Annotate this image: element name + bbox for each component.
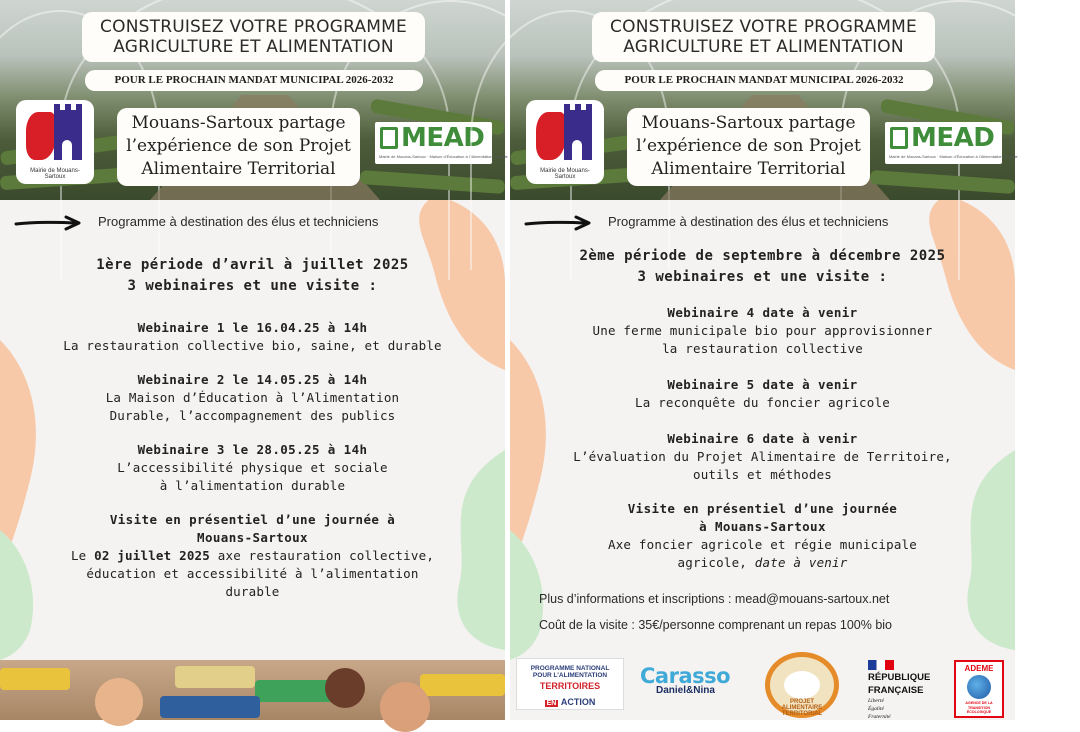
mairie-logo xyxy=(526,100,604,184)
webinar-4-description-line-2: la restauration collective xyxy=(662,341,863,356)
title-box xyxy=(82,12,425,62)
visit-description-line-2: éducation et accessibilité à l’alimentation xyxy=(86,566,419,581)
project-name-box xyxy=(627,108,870,186)
visit-period-1 xyxy=(0,511,505,601)
french-flag-icon xyxy=(868,660,894,670)
pna-logo: PROGRAMME NATIONAL POUR L’ALIMENTATION TERRITOIRES EN ACTION xyxy=(516,658,624,710)
visit-description-line-2: agricole, date à venir xyxy=(677,555,848,570)
mairie-caption: Mairie de Mouans-Sartoux xyxy=(540,168,590,180)
webinar-4-heading: Webinaire 4 date à venir xyxy=(667,305,858,320)
mairie-logo xyxy=(16,100,94,184)
visit-heading-line-1: Visite en présentiel d’une journée xyxy=(627,501,898,516)
subtitle-banner: POUR LE PROCHAIN MANDAT MUNICIPAL 2026-2032 xyxy=(595,70,933,91)
mairie-caption: Mairie de Mouans-Sartoux xyxy=(30,168,80,180)
visit-description-line-1: Axe foncier agricole et régie municipale xyxy=(607,537,918,552)
mead-logo xyxy=(885,122,1018,164)
mead-caption: Mairie de Mouans-Sartoux · Maison d’Éducation à l’Alimentation Durable xyxy=(889,154,1018,159)
pat-logo: PROJET ALIMENTAIRE TERRITORIAL xyxy=(765,652,839,718)
webinar-4-description-line-1: Une ferme municipale bio pour approvisionner xyxy=(592,323,933,338)
title-line-2: AGRICULTURE ET ALIMENTATION xyxy=(113,37,394,57)
period-heading-line-1: 1ère période d’avril à juillet 2025 xyxy=(96,257,409,273)
webinar-3-description-line-1: L’accessibilité physique et sociale xyxy=(117,460,388,475)
title-line-1: CONSTRUISEZ VOTRE PROGRAMME xyxy=(610,17,917,37)
project-name-line-1: Mouans-Sartoux partage xyxy=(131,113,346,133)
project-name-line-3: Alimentaire Territorial xyxy=(651,159,846,179)
visit-heading-line-2: à Mouans-Sartoux xyxy=(699,519,826,534)
webinar-6-description-line-2: outils et méthodes xyxy=(692,467,833,482)
visit-heading-line-1: Visite en présentiel d’une journée à xyxy=(109,512,396,527)
webinar-2-heading: Webinaire 2 le 14.05.25 à 14h xyxy=(137,372,368,387)
project-name-line-2: l’expérience de son Projet xyxy=(126,136,351,156)
webinar-6-description-line-1: L’évaluation du Projet Alimentaire de Territoire, xyxy=(573,449,952,464)
mead-house-icon xyxy=(380,127,398,149)
webinar-3-description-line-2: à l’alimentation durable xyxy=(159,478,346,493)
webinar-2-description-line-1: La Maison d’Éducation à l’Alimentation xyxy=(105,390,400,405)
ademe-logo: ADEME AGENCE DE LA TRANSITION ÉCOLOGIQUE xyxy=(954,660,1004,718)
webinar-1-description: La restauration collective bio, saine, et durable xyxy=(63,338,442,353)
plate-icon xyxy=(784,671,820,699)
webinar-6-heading: Webinaire 6 date à venir xyxy=(667,431,858,446)
webinar-3-heading: Webinaire 3 le 28.05.25 à 14h xyxy=(137,442,368,457)
audience-text: Programme à destination des élus et techniciens xyxy=(608,214,889,229)
globe-icon xyxy=(967,675,991,699)
webinar-2-description-line-2: Durable, l’accompagnement des publics xyxy=(109,408,396,423)
carasso-logo: Carasso Daniel&Nina xyxy=(640,664,731,696)
webinar-3 xyxy=(0,441,505,495)
visit-date-pending: date à venir xyxy=(754,555,848,570)
schedule-period-1 xyxy=(0,255,505,601)
mead-caption: Mairie de Mouans-Sartoux · Maison d’Éducation à l’Alimentation Durable xyxy=(379,154,508,159)
schedule-period-2 xyxy=(510,246,1015,572)
webinar-5-description: La reconquête du foncier agricole xyxy=(635,395,890,410)
visit-heading-line-2: Mouans-Sartoux xyxy=(197,530,308,545)
webinar-1-heading: Webinaire 1 le 16.04.25 à 14h xyxy=(137,320,368,335)
project-name-box xyxy=(117,108,360,186)
flyer-left-panel xyxy=(0,0,508,720)
flyer-right-panel xyxy=(510,0,1018,720)
arrow-right-icon xyxy=(524,216,592,230)
audience-text: Programme à destination des élus et techniciens xyxy=(98,214,379,229)
republique-francaise-logo: RÉPUBLIQUE FRANÇAISE Liberté Égalité Fraternité xyxy=(868,660,940,716)
mead-house-icon xyxy=(890,127,908,149)
mead-wordmark: MEAD xyxy=(911,123,995,153)
webinar-1 xyxy=(0,319,505,355)
project-name-line-3: Alimentaire Territorial xyxy=(141,159,336,179)
info-contact: Plus d’informations et inscriptions : mead@mouans-sartoux.net xyxy=(539,592,890,606)
lion-emblem-icon xyxy=(536,112,566,160)
subtitle-banner: POUR LE PROCHAIN MANDAT MUNICIPAL 2026-2032 xyxy=(85,70,423,91)
mead-wordmark: MEAD xyxy=(401,123,485,153)
title-box xyxy=(592,12,935,62)
visit-period-2 xyxy=(510,500,1015,572)
period-heading-line-1: 2ème période de septembre à décembre 2025 xyxy=(579,248,946,264)
title-line-1: CONSTRUISEZ VOTRE PROGRAMME xyxy=(100,17,407,37)
period-heading-line-2: 3 webinaires et une visite : xyxy=(127,278,378,294)
lion-emblem-icon xyxy=(26,112,56,160)
visit-date: 02 juillet 2025 xyxy=(94,548,211,563)
visit-description-line-1: Le 02 juillet 2025 axe restauration collective, xyxy=(70,548,435,563)
webinar-4 xyxy=(510,304,1015,358)
project-name-line-1: Mouans-Sartoux partage xyxy=(641,113,856,133)
partner-logos-strip xyxy=(510,650,1015,720)
project-name-line-2: l’expérience de son Projet xyxy=(636,136,861,156)
webinar-2 xyxy=(0,371,505,425)
period-heading-line-2: 3 webinaires et une visite : xyxy=(637,269,888,285)
webinar-5-heading: Webinaire 5 date à venir xyxy=(667,377,858,392)
canteen-children-photo xyxy=(0,660,505,720)
arrow-right-icon xyxy=(14,216,82,230)
info-cost: Coût de la visite : 35€/personne comprenant un repas 100% bio xyxy=(539,618,893,632)
title-line-2: AGRICULTURE ET ALIMENTATION xyxy=(623,37,904,57)
webinar-5 xyxy=(510,376,1015,412)
webinar-6 xyxy=(510,430,1015,484)
visit-description-line-3: durable xyxy=(225,584,280,599)
